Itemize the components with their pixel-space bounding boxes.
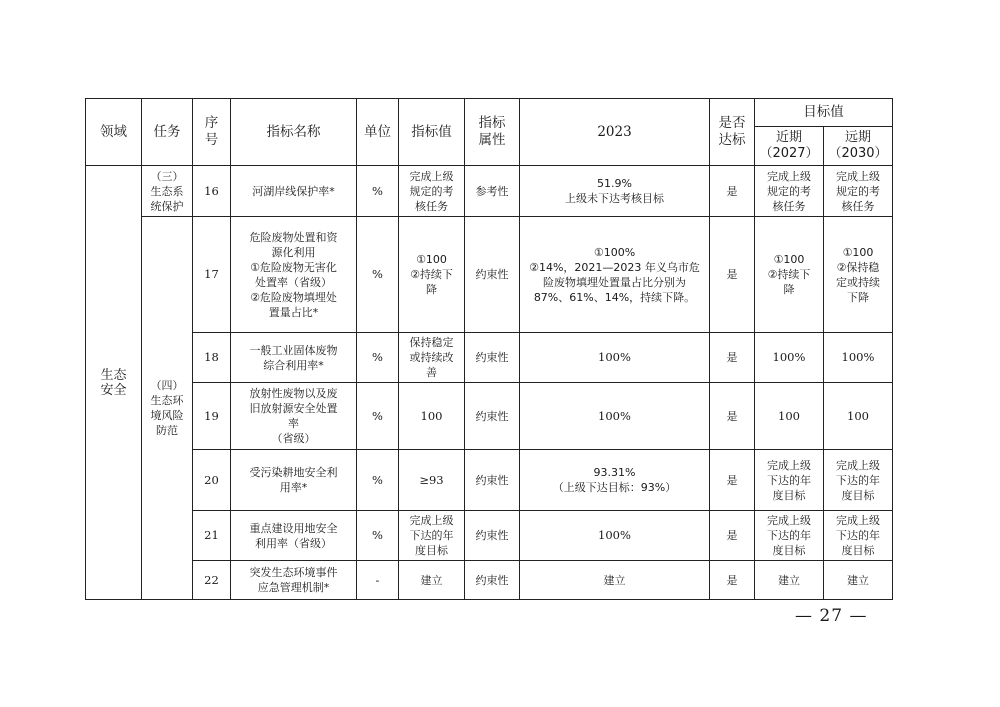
table-row <box>86 333 893 383</box>
unit-cell: % <box>357 383 399 450</box>
attr-cell: 约束性 <box>465 217 520 333</box>
year2023-cell: ①100% ②14%，2021—2023 年义乌市危 险废物填埋处置量占比分别为 87%、61%、14%，持续下降。 <box>520 217 710 333</box>
seq-cell: 21 <box>193 511 231 561</box>
far-cell: 完成上级 下达的年 度目标 <box>824 511 893 561</box>
year2023-cell: 51.9% 上级未下达考核目标 <box>520 166 710 217</box>
attr-cell: 约束性 <box>465 383 520 450</box>
unit-cell: % <box>357 217 399 333</box>
header-seq: 序 号 <box>193 99 231 166</box>
year2023-cell: 100% <box>520 511 710 561</box>
year2023-cell: 100% <box>520 383 710 450</box>
far-cell: 100 <box>824 383 893 450</box>
header-long-term: 远期 （2030） <box>824 127 893 166</box>
indicator-value-cell: ①100 ②持续下 降 <box>399 217 465 333</box>
far-cell: ①100 ②保持稳 定或持续 下降 <box>824 217 893 333</box>
attr-cell: 约束性 <box>465 511 520 561</box>
header-target-value: 目标值 <box>755 99 893 127</box>
unit-cell: % <box>357 450 399 511</box>
near-cell: 完成上级 下达的年 度目标 <box>755 450 824 511</box>
indicator-name-cell: 放射性废物以及废 旧放射源安全处置 率 （省级） <box>231 383 357 450</box>
header-indicator-attr: 指标 属性 <box>465 99 520 166</box>
year2023-cell: 93.31% （上级下达目标：93%） <box>520 450 710 511</box>
unit-cell: % <box>357 166 399 217</box>
unit-cell: - <box>357 561 399 600</box>
near-cell: 100% <box>755 333 824 383</box>
near-cell: 完成上级 下达的年 度目标 <box>755 511 824 561</box>
far-cell: 100% <box>824 333 893 383</box>
met-cell: 是 <box>710 450 755 511</box>
far-cell: 完成上级 下达的年 度目标 <box>824 450 893 511</box>
attr-cell: 约束性 <box>465 561 520 600</box>
domain-cell: 生态 安全 <box>86 166 142 600</box>
met-cell: 是 <box>710 217 755 333</box>
unit-cell: % <box>357 333 399 383</box>
met-cell: 是 <box>710 383 755 450</box>
task-cell: （三） 生态系 统保护 <box>142 166 193 217</box>
near-cell: 完成上级 规定的考 核任务 <box>755 166 824 217</box>
met-cell: 是 <box>710 166 755 217</box>
table-row <box>86 561 893 600</box>
indicator-table <box>85 98 893 600</box>
indicator-value-cell: 完成上级 规定的考 核任务 <box>399 166 465 217</box>
indicator-value-cell: ≥93 <box>399 450 465 511</box>
table-row <box>86 450 893 511</box>
table-row <box>86 511 893 561</box>
met-cell: 是 <box>710 561 755 600</box>
year2023-cell: 建立 <box>520 561 710 600</box>
seq-cell: 18 <box>193 333 231 383</box>
indicator-name-cell: 突发生态环境事件 应急管理机制* <box>231 561 357 600</box>
indicator-name-cell: 受污染耕地安全利 用率* <box>231 450 357 511</box>
task-cell: （四） 生态环 境风险 防范 <box>142 217 193 600</box>
header-indicator-name: 指标名称 <box>231 99 357 166</box>
attr-cell: 约束性 <box>465 333 520 383</box>
indicator-value-cell: 100 <box>399 383 465 450</box>
header-indicator-value: 指标值 <box>399 99 465 166</box>
page-number: — 27 — <box>795 606 868 626</box>
met-cell: 是 <box>710 333 755 383</box>
header-year-2023: 2023 <box>520 99 710 166</box>
seq-cell: 16 <box>193 166 231 217</box>
unit-cell: % <box>357 511 399 561</box>
table-row <box>86 383 893 450</box>
far-cell: 完成上级 规定的考 核任务 <box>824 166 893 217</box>
far-cell: 建立 <box>824 561 893 600</box>
indicator-name-cell: 危险废物处置和资 源化利用 ①危险废物无害化 处置率（省级） ②危险废物填埋处 置量占比* <box>231 217 357 333</box>
header-domain: 领域 <box>86 99 142 166</box>
indicator-value-cell: 保持稳定 或持续改 善 <box>399 333 465 383</box>
header-met: 是否 达标 <box>710 99 755 166</box>
near-cell: ①100 ②持续下 降 <box>755 217 824 333</box>
seq-cell: 20 <box>193 450 231 511</box>
indicator-value-cell: 建立 <box>399 561 465 600</box>
header-unit: 单位 <box>357 99 399 166</box>
seq-cell: 17 <box>193 217 231 333</box>
attr-cell: 参考性 <box>465 166 520 217</box>
attr-cell: 约束性 <box>465 450 520 511</box>
met-cell: 是 <box>710 511 755 561</box>
year2023-cell: 100% <box>520 333 710 383</box>
header-near-term: 近期 （2027） <box>755 127 824 166</box>
indicator-value-cell: 完成上级 下达的年 度目标 <box>399 511 465 561</box>
table-row <box>86 166 893 217</box>
indicator-name-cell: 河湖岸线保护率* <box>231 166 357 217</box>
near-cell: 建立 <box>755 561 824 600</box>
seq-cell: 22 <box>193 561 231 600</box>
seq-cell: 19 <box>193 383 231 450</box>
header-task: 任务 <box>142 99 193 166</box>
near-cell: 100 <box>755 383 824 450</box>
table-row <box>86 217 893 333</box>
indicator-name-cell: 重点建设用地安全 利用率（省级） <box>231 511 357 561</box>
indicator-name-cell: 一般工业固体废物 综合利用率* <box>231 333 357 383</box>
